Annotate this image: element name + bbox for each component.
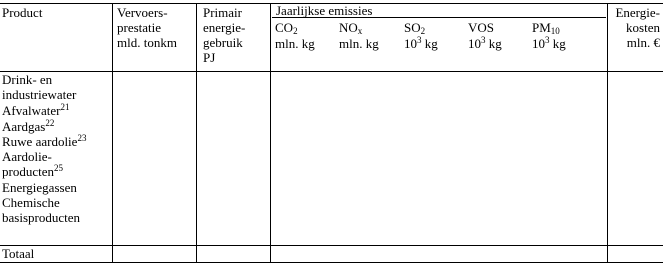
header-pm10-unit: $10^3$ kg [532, 35, 566, 51]
row-product-cell [2, 119, 54, 134]
row-product-label: Chemische [2, 195, 60, 210]
row-product-cell [2, 164, 63, 179]
bottom-rule [0, 262, 663, 263]
header-cost-line2: kosten [626, 20, 660, 35]
row-product-label: industriewater [2, 87, 77, 102]
row-product-label: Energiegassen [2, 180, 77, 195]
divider-4 [607, 3, 608, 263]
header-cost-line3: mln. € [626, 35, 660, 50]
header-co2: $CO_2$ [275, 20, 298, 36]
row-product-cell [2, 103, 69, 118]
footnote-ref: 25 [53, 163, 63, 173]
footnote-ref: 21 [60, 102, 70, 112]
header-nox: $NO_x$ [339, 20, 363, 36]
header-energy-line2: energie- [203, 20, 246, 35]
row-product-label: Aardgas [2, 119, 46, 134]
total-label: Totaal [2, 246, 35, 261]
row-product-label: Afvalwater [2, 103, 61, 118]
row-product-cell [2, 134, 86, 149]
divider-1 [112, 3, 113, 263]
header-co2-unit: mln. kg [275, 36, 315, 51]
header-transport-line1: Vervoers- [117, 5, 168, 20]
header-energy-line3: gebruik [203, 35, 243, 50]
total-top-rule [0, 245, 663, 246]
row-product-label: Ruwe aardolie [2, 134, 78, 149]
footnote-ref: 22 [45, 118, 55, 128]
header-vos-unit: $10^3$ kg [468, 35, 502, 51]
header-so2-unit: $10^3$ kg [404, 35, 438, 51]
row-product-label: basisproducten [2, 210, 80, 225]
header-energy-line1: Primair [203, 5, 242, 20]
footnote-ref: 23 [77, 133, 87, 143]
header-so2: $SO_2$ [404, 20, 426, 36]
row-product-label: Drink- en [2, 72, 53, 87]
header-bottom-rule [0, 71, 663, 72]
row-product-label: Aardolie- [2, 149, 52, 164]
divider-3 [270, 3, 271, 263]
header-transport-line2: prestatie [117, 20, 162, 35]
header-vos: VOS [468, 20, 495, 35]
header-annual-emissions: Jaarlijkse emissies [276, 3, 373, 18]
header-cost-line1: Energie- [615, 5, 660, 20]
header-transport-line3: mld. tonkm [117, 35, 177, 50]
header-nox-unit: mln. kg [339, 36, 379, 51]
header-product: Product [2, 5, 43, 20]
row-product-label: producten [2, 164, 54, 179]
header-energy-line4: PJ [203, 50, 216, 65]
divider-2 [196, 3, 197, 263]
header-pm10: $PM_{10}$ [532, 20, 560, 36]
